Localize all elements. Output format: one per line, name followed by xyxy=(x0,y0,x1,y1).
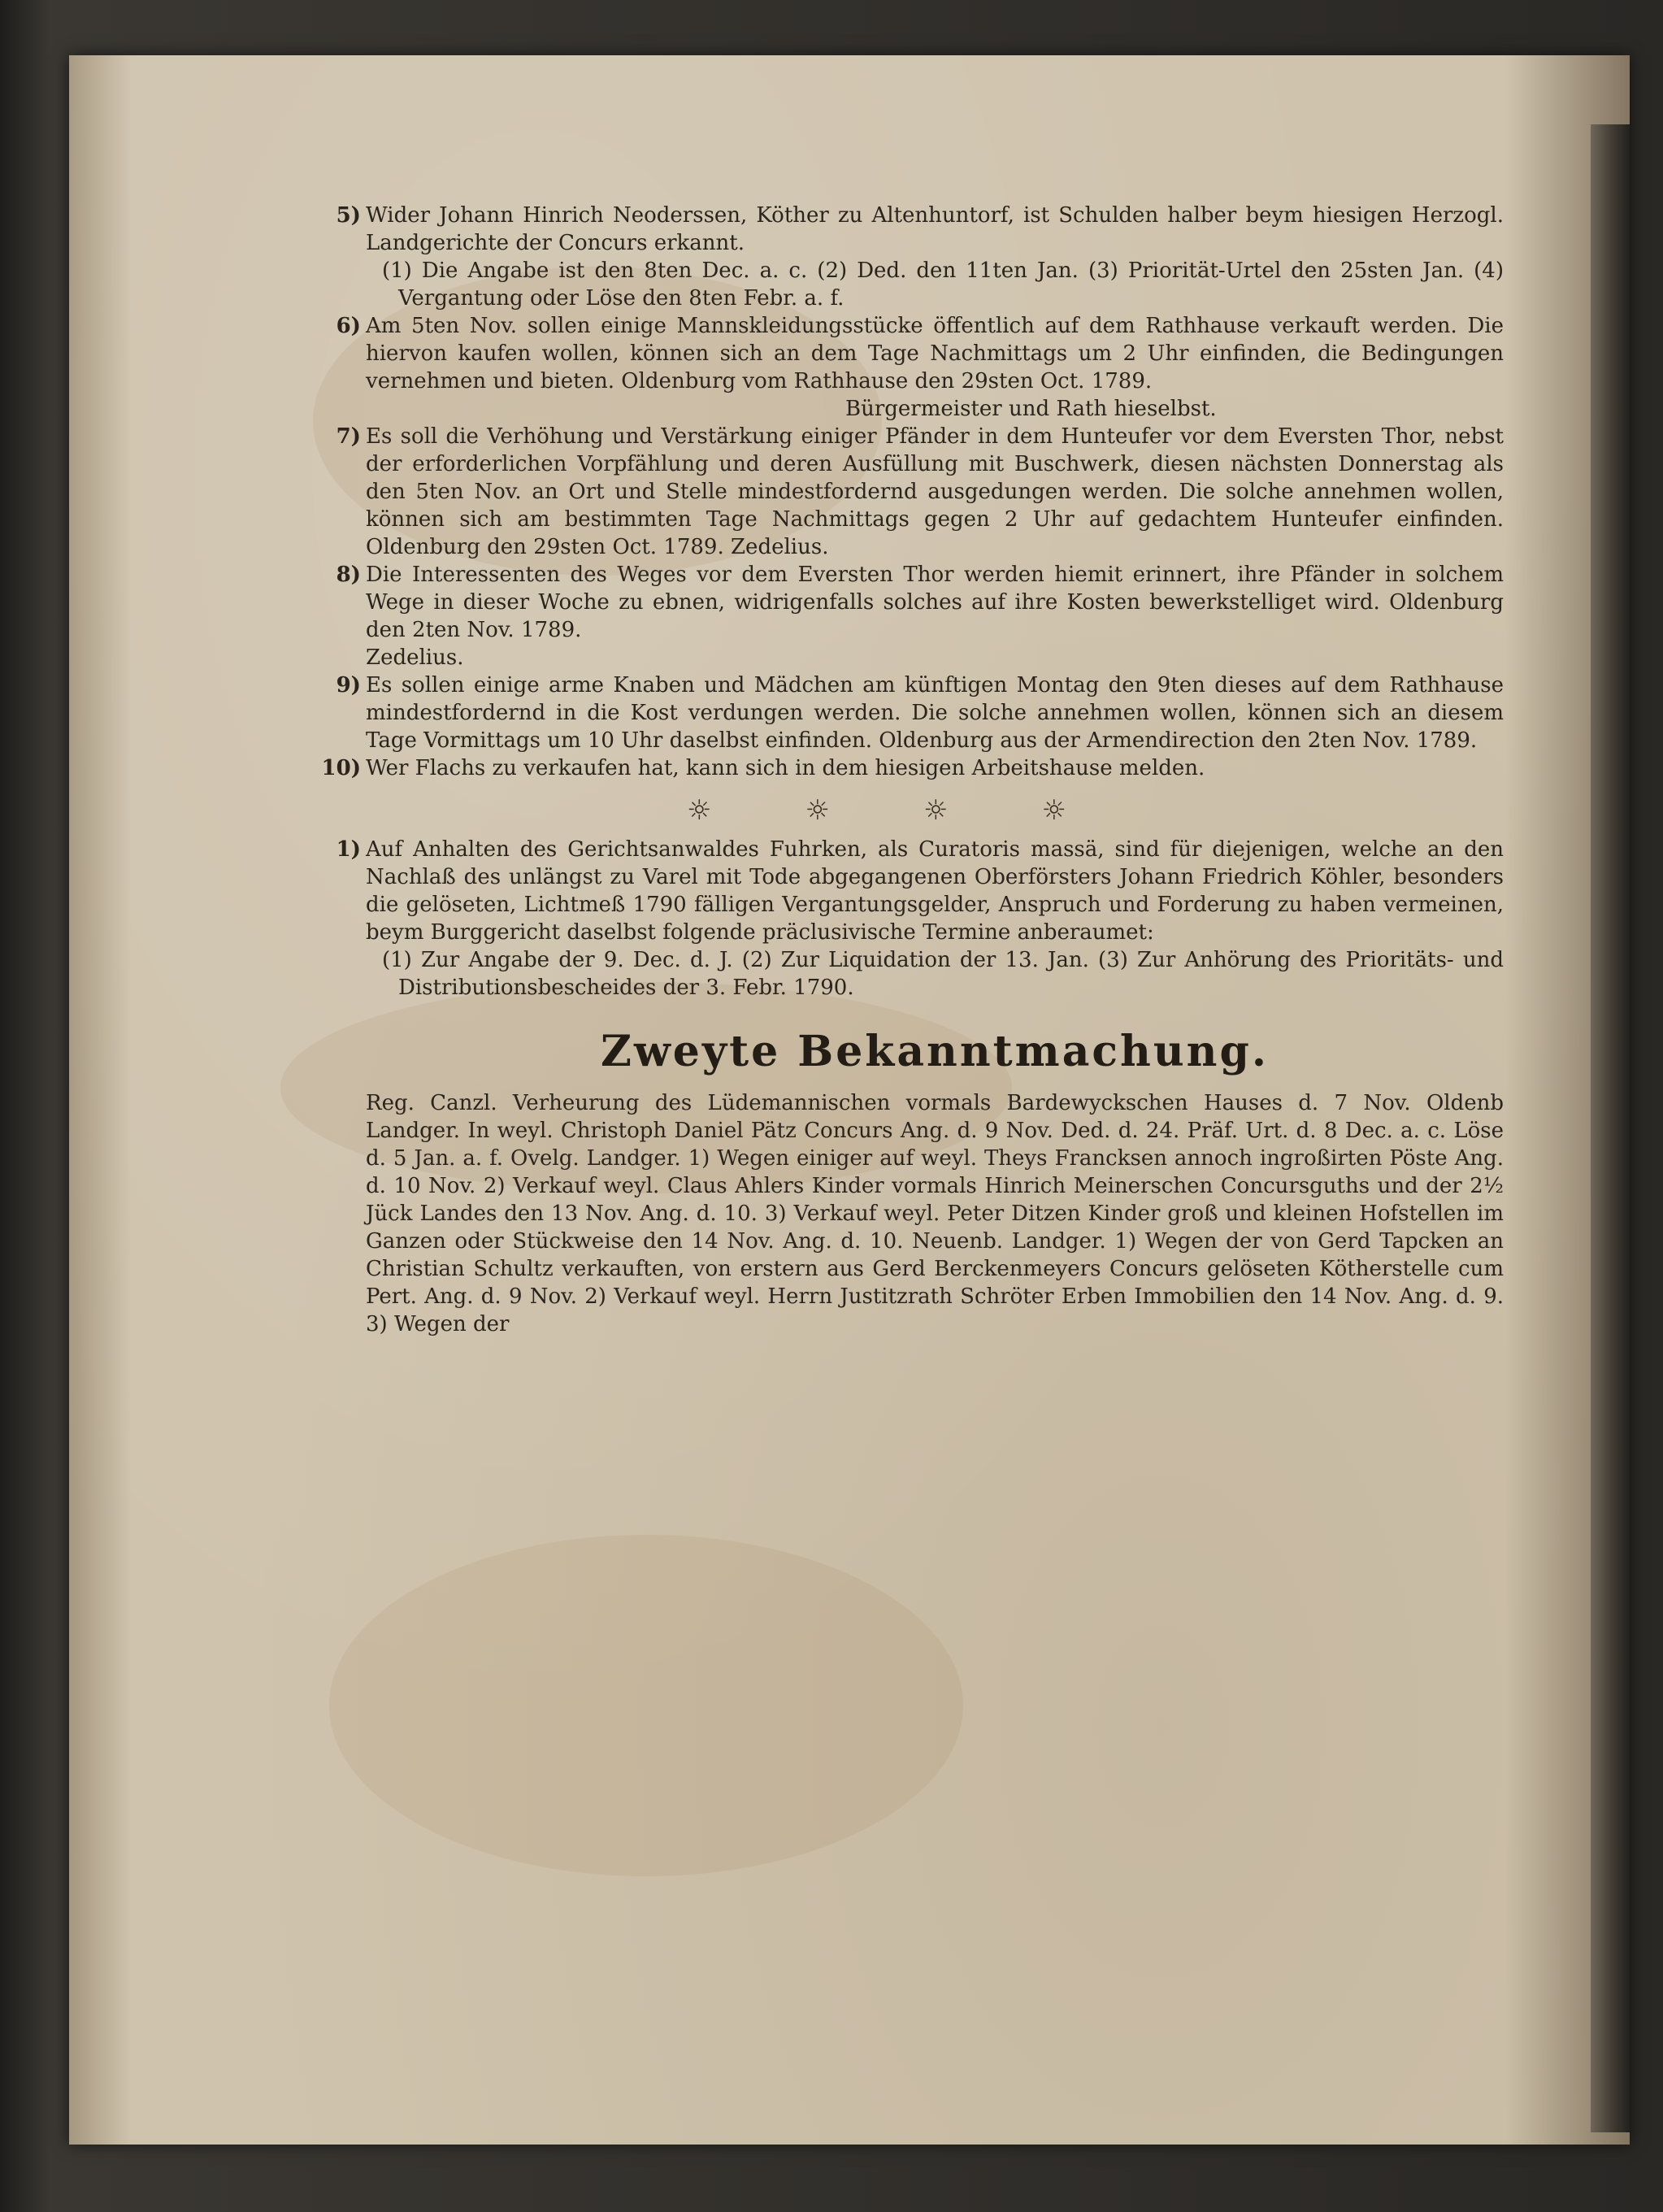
entry-text: Am 5ten Nov. sollen einige Mannskleidungsstücke öffentlich auf dem Rathhause verkauft werden. Die hiervon kaufen wollen, können sich an dem Tage Nachmittags um 2 Uhr einfinden, die Bedingungen vernehmen und bieten. Oldenburg vom Rathhause den 29sten Oct. 1789. xyxy=(366,314,1504,393)
entry-signature: Zedelius. xyxy=(366,645,464,670)
second-notice xyxy=(366,1089,1504,1338)
entry-number: 10) xyxy=(321,756,361,780)
sun-ornament-icon: ☼ xyxy=(805,794,830,827)
sun-ornament-icon: ☼ xyxy=(923,794,949,827)
entry-signature: Bürgermeister und Rath hieselbst. xyxy=(845,397,1217,421)
entry-text: Wider Johann Hinrich Neoderssen, Köther zu Altenhuntorf, ist Schulden halber beym hiesigen Herzogl. Landgerichte der Concurs erkannt. xyxy=(366,203,1504,255)
entry-number: 8) xyxy=(336,563,361,587)
entry-8 xyxy=(336,561,1504,671)
court-notice-text: Auf Anhalten des Gerichtsanwaldes Fuhrken, als Curatoris massä, sind für diejenigen, welche an den Nachlaß des unlängst zu Varel mit Tode abgegangenen Oberförsters Johann Friedrich Köhler, besonders die gelöseten, Lichtmeß 1790 fälligen Vergantungsgelder, Anspruch und Forderung zu haben vermeinen, beym Burggericht daselbst folgende präclusivische Termine anberaumet: xyxy=(366,837,1504,945)
sun-ornament-icon: ☼ xyxy=(1041,794,1066,827)
entry-number: 6) xyxy=(336,314,361,338)
entry-7 xyxy=(336,423,1504,561)
entry-number: 9) xyxy=(336,673,361,697)
sun-ornament-icon: ☼ xyxy=(687,794,712,827)
page-text xyxy=(321,202,1504,1338)
entry-10 xyxy=(321,754,1504,782)
entry-subtext: (1) Die Angabe ist den 8ten Dec. a. c. (2) Ded. den 11ten Jan. (3) Priorität-Urtel den 25sten Jan. (4) Vergantung oder Löse den 8ten Febr. a. f. xyxy=(382,259,1504,311)
paper-stain xyxy=(329,1535,963,1876)
court-notice xyxy=(336,836,1504,1002)
entry-text: Es sollen einige arme Knaben und Mädchen am künftigen Montag den 9ten dieses auf dem Rathhause mindestfordernd in die Kost verdungen werden. Die solche annehmen wollen, können sich an diesem Tage Vormittags um 10 Uhr daselbst einfinden. Oldenburg aus der Armendirection den 2ten Nov. 1789. xyxy=(366,673,1504,753)
court-notice-terms: (1) Zur Angabe der 9. Dec. d. J. (2) Zur Liquidation der 13. Jan. (3) Zur Anhörung des Prioritäts- und Distributionsbescheides der 3. Febr. 1790. xyxy=(382,948,1504,1000)
entry-number: 1) xyxy=(336,837,361,862)
entry-5 xyxy=(336,202,1504,312)
entry-9 xyxy=(336,671,1504,754)
entry-number: 5) xyxy=(336,203,361,228)
entry-number: 7) xyxy=(336,424,361,449)
section-heading: Zweyte Bekanntmachung. xyxy=(601,1027,1269,1076)
entry-text: Es soll die Verhöhung und Verstärkung einiger Pfänder in dem Hunteufer vor dem Eversten Thor, nebst der erforderlichen Vorpfählung und deren Ausfüllung mit Buschwerk, diesen nächsten Donnerstag als den 5ten Nov. an Ort und Stelle mindestfordernd ausgedungen werden. Die solche annehmen wollen, können sich am bestimmten Tage Nachmittags gegen 2 Uhr auf gedachtem Hunteufer einfinden. Oldenburg den 29sten Oct. 1789. Zedelius. xyxy=(366,424,1504,559)
entry-6 xyxy=(336,312,1504,423)
second-notice-text: Reg. Canzl. Verheurung des Lüdemannischen vormals Bardewyckschen Hauses d. 7 Nov. Oldenb Landger. In weyl. Christoph Daniel Pätz Concurs Ang. d. 9 Nov. Ded. d. 24. Präf. Urt. d. 8 Dec. a. c. Löse d. 5 Jan. a. f. Ovelg. Landger. 1) Wegen einiger auf weyl. Theys Francksen annoch ingroßirten Pöste Ang. d. 10 Nov. 2) Verkauf weyl. Claus Ahlers Kinder vormals Hinrich Meinerschen Concursguths und der 2½ Jück Landes den 13 Nov. Ang. d. 10. 3) Verkauf weyl. Peter Ditzen Kinder groß und kleinen Hofstellen im Ganzen oder Stückweise den 14 Nov. Ang. d. 10. Neuenb. Landger. 1) Wegen der von Gerd Tapcken an Christian Schultz verkauften, von erstern aus Gerd Berckenmeyers Concurs gelöseten Kötherstelle cum Pert. Ang. d. 9 Nov. 2) Verkauf weyl. Herrn Justitzrath Schröter Erben Immobilien den 14 Nov. Ang. d. 9. 3) Wegen der xyxy=(366,1091,1504,1336)
ornament-row xyxy=(366,794,1504,827)
entry-text: Wer Flachs zu verkaufen hat, kann sich in dem hiesigen Arbeitshause melden. xyxy=(366,756,1205,780)
page-fore-edge xyxy=(1591,124,1630,2132)
entry-text: Die Interessenten des Weges vor dem Eversten Thor werden hiemit erinnert, ihre Pfänder in solchem Wege in dieser Woche zu ebnen, widrigenfalls solches auf ihre Kosten bewerkstelliget wird. Oldenburg den 2ten Nov. 1789. xyxy=(366,563,1504,642)
